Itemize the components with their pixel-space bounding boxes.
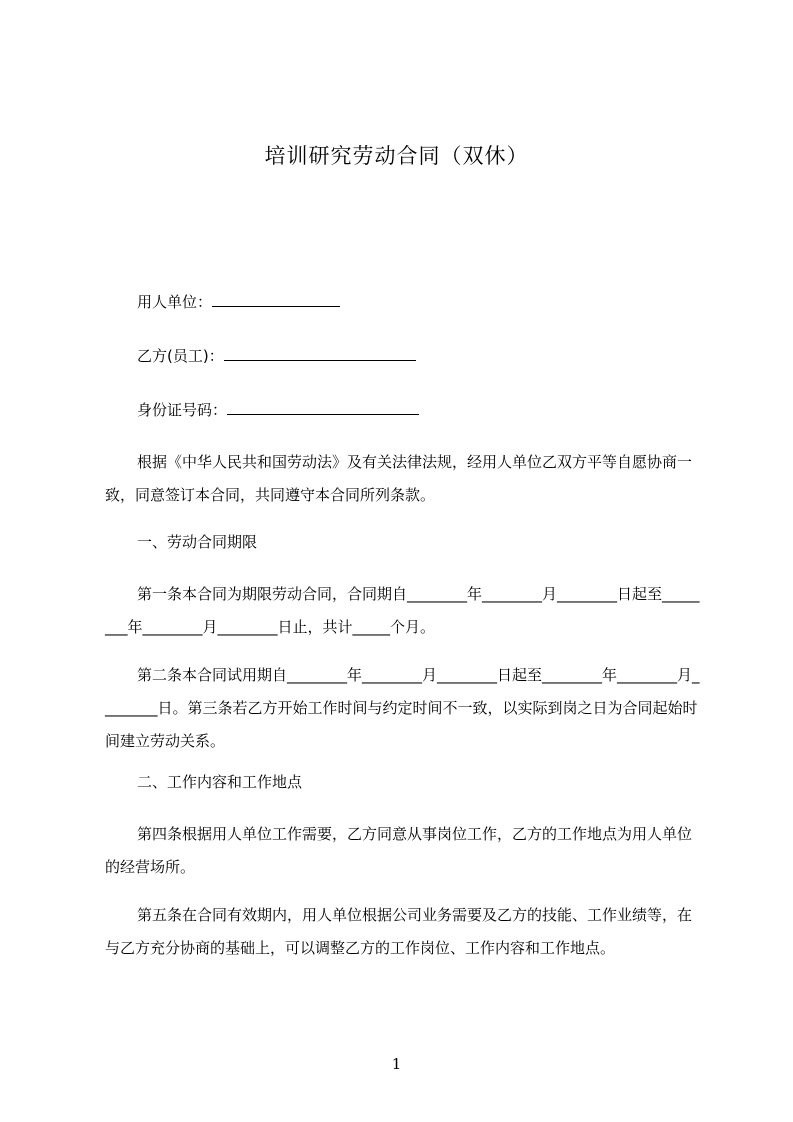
page-number: 1 (391, 1055, 402, 1073)
article-2-3-paragraph: 第二条本合同试用期自________年________月________日起至________年________月________日。第三条若乙方开始工作时间与约定时间不一致，以实际到岗之日为合同起始时间建立劳动关系。 (105, 666, 700, 750)
id-number-label: 身份证号码： (137, 401, 228, 419)
employer-field (137, 290, 340, 313)
id-number-field (137, 398, 419, 421)
document-title: 培训研究劳动合同（双休） (264, 144, 529, 168)
article-1-paragraph: 第一条本合同为期限劳动合同，合同期自________年________月________日起至________年________月________日止，共计_____个月。 (105, 585, 700, 636)
employee-field (137, 344, 416, 367)
intro-paragraph: 根据《中华人民共和国劳动法》及有关法律法规，经用人单位乙双方平等自愿协商一致，同意签订本合同，共同遵守本合同所列条款。 (105, 453, 693, 504)
article-5-paragraph: 第五条在合同有效期内，用人单位根据公司业务需要及乙方的技能、工作业绩等，在与乙方充分协商的基础上，可以调整乙方的工作岗位、工作内容和工作地点。 (105, 906, 693, 957)
employer-label: 用人单位： (137, 293, 213, 311)
employer-blank (212, 290, 340, 307)
section-heading-term: 一、劳动合同期限 (137, 533, 258, 551)
article-4-paragraph: 第四条根据用人单位工作需要，乙方同意从事岗位工作，乙方的工作地点为用人单位的经营场所。 (105, 825, 693, 876)
employee-blank (224, 344, 416, 361)
id-number-blank (227, 398, 419, 415)
employee-label: 乙方(员工)： (137, 347, 224, 365)
section-heading-work: 二、工作内容和工作地点 (137, 773, 303, 791)
